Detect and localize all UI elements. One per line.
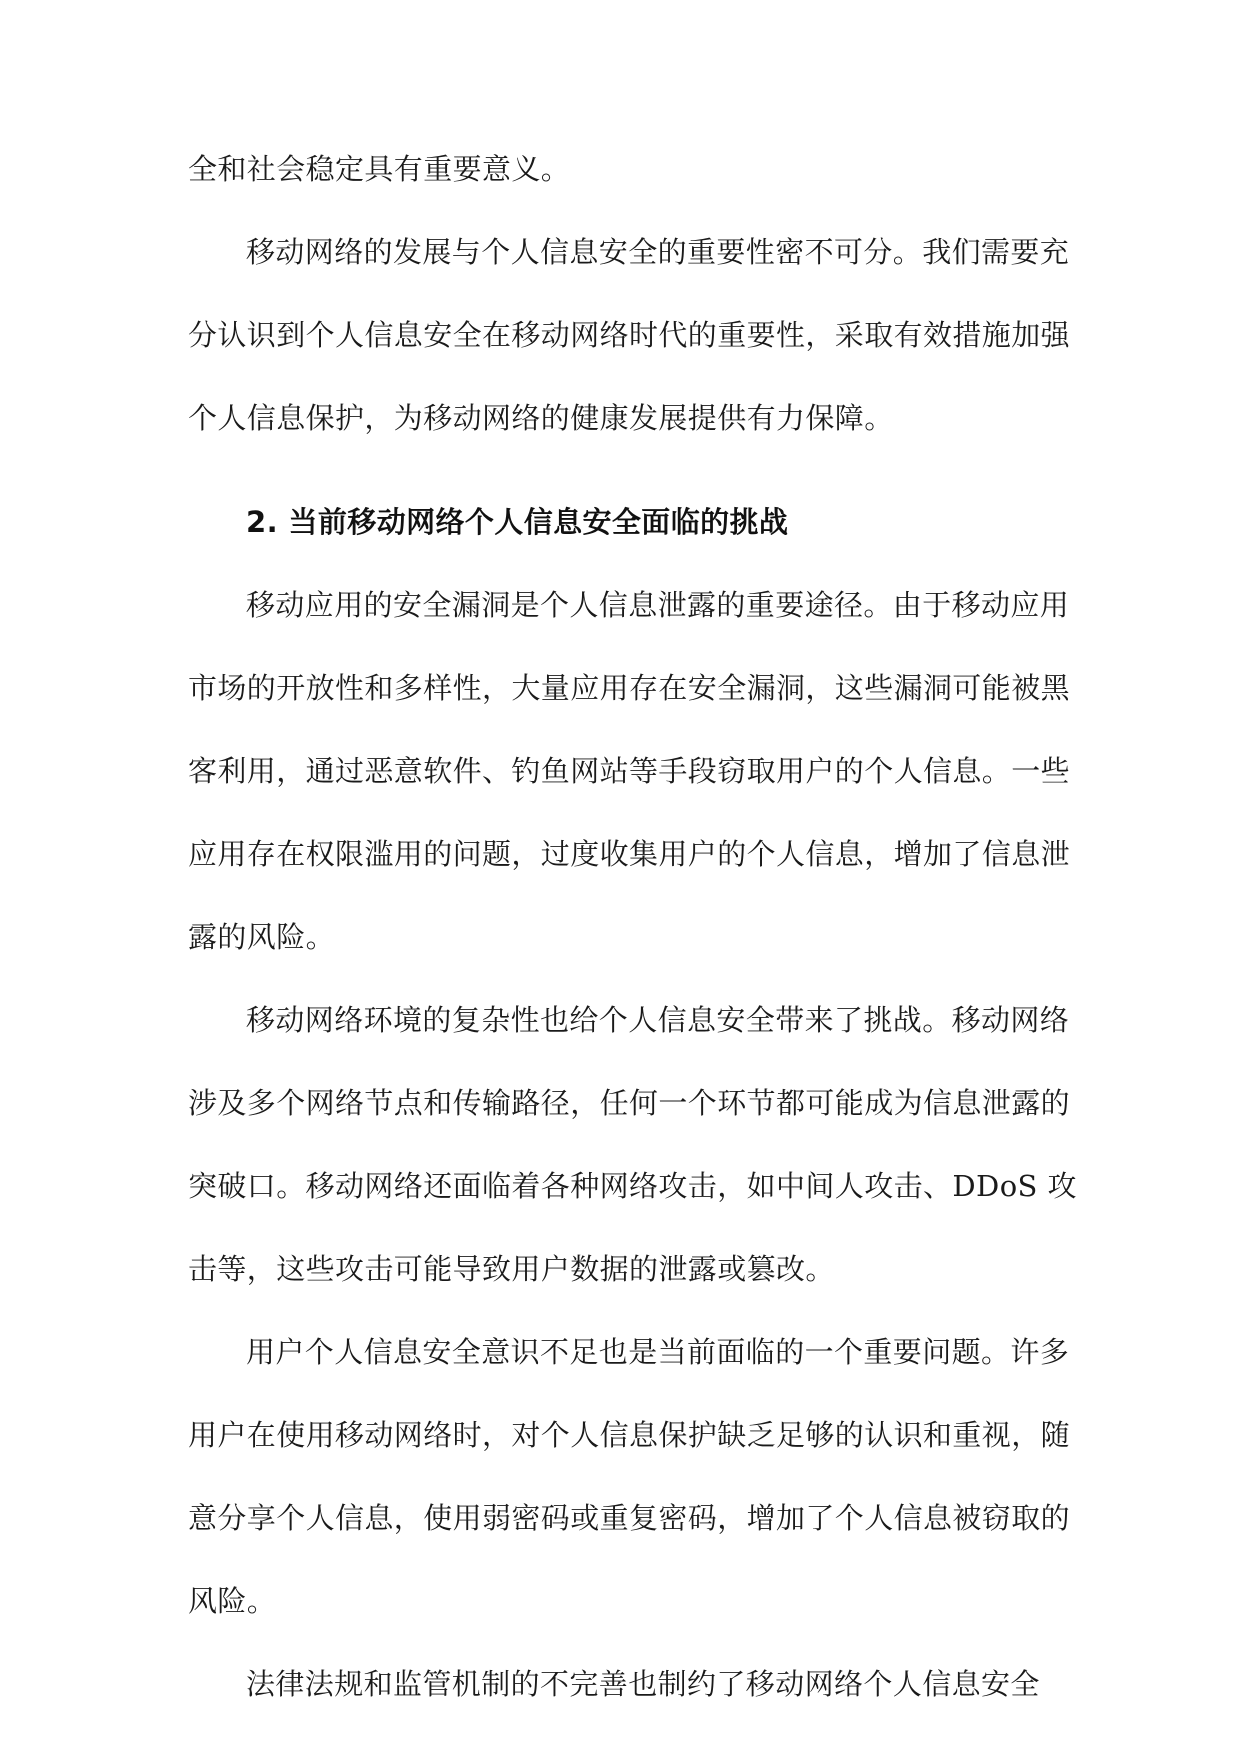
- text-line: 露的风险。: [188, 920, 336, 954]
- text-line: 用户在使用移动网络时，对个人信息保护缺乏足够的认识和重视，随: [188, 1418, 1071, 1452]
- text-line: 分认识到个人信息安全在移动网络时代的重要性，采取有效措施加强: [188, 318, 1071, 352]
- text-line: 击等，这些攻击可能导致用户数据的泄露或篡改。: [188, 1252, 835, 1286]
- section-heading: 2. 当前移动网络个人信息安全面临的挑战: [246, 505, 789, 539]
- text-line: 风险。: [188, 1584, 277, 1618]
- text-line: 涉及多个网络节点和传输路径，任何一个环节都可能成为信息泄露的: [188, 1086, 1071, 1120]
- text-line: 全和社会稳定具有重要意义。: [188, 152, 571, 186]
- text-line: 个人信息保护，为移动网络的健康发展提供有力保障。: [188, 401, 894, 435]
- text-line: 法律法规和监管机制的不完善也制约了移动网络个人信息安全: [246, 1667, 1040, 1701]
- text-line: 客利用，通过恶意软件、钓鱼网站等手段窃取用户的个人信息。一些: [188, 754, 1071, 788]
- text-line: 市场的开放性和多样性，大量应用存在安全漏洞，这些漏洞可能被黑: [188, 671, 1071, 705]
- text-line: 突破口。移动网络还面临着各种网络攻击，如中间人攻击、DDoS 攻: [188, 1169, 1077, 1203]
- text-line: 移动网络的发展与个人信息安全的重要性密不可分。我们需要充: [246, 235, 1070, 269]
- text-line: 用户个人信息安全意识不足也是当前面临的一个重要问题。许多: [246, 1335, 1070, 1369]
- text-line: 移动网络环境的复杂性也给个人信息安全带来了挑战。移动网络: [246, 1003, 1070, 1037]
- text-line: 移动应用的安全漏洞是个人信息泄露的重要途径。由于移动应用: [246, 588, 1070, 622]
- text-line: 意分享个人信息，使用弱密码或重复密码，增加了个人信息被窃取的: [188, 1501, 1071, 1535]
- text-line: 应用存在权限滥用的问题，过度收集用户的个人信息，增加了信息泄: [188, 837, 1071, 871]
